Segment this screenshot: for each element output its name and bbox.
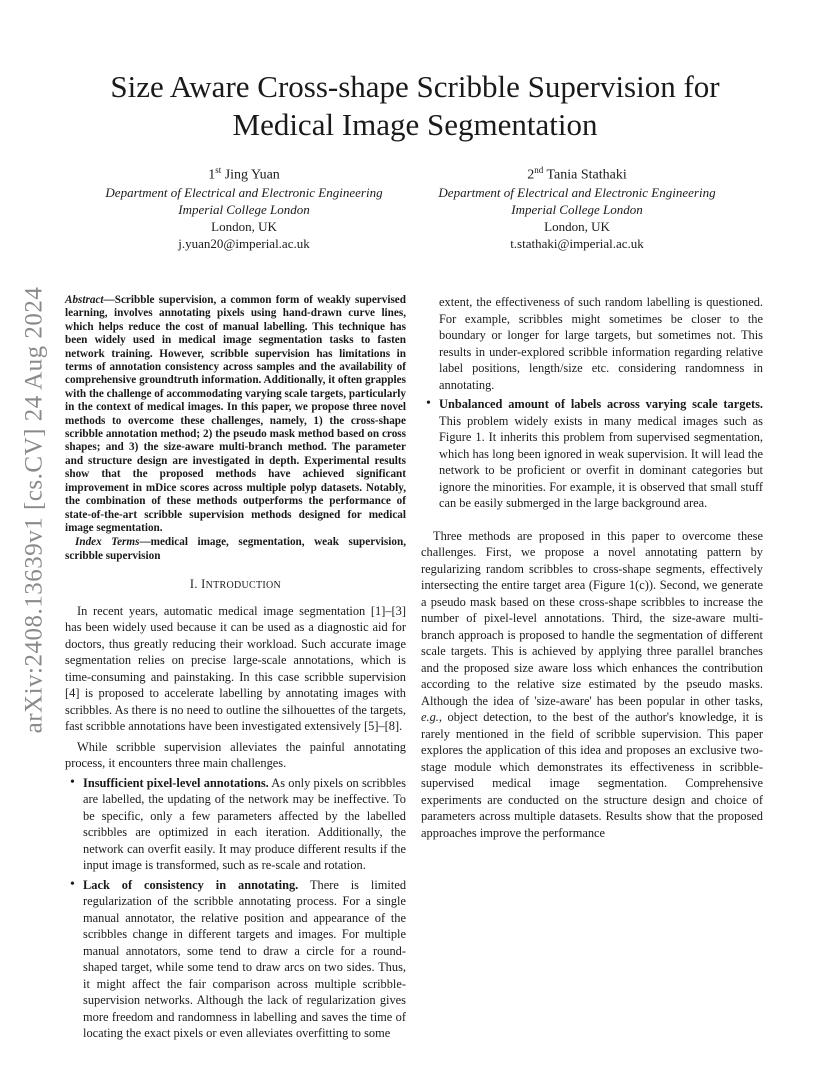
author-1 <box>84 162 404 252</box>
challenge-list-continued <box>421 294 763 512</box>
index-terms: Index Terms—medical image, segmentation, weak supervision, scribble supervision <box>65 536 406 562</box>
list-item: • Unbalanced amount of labels across varying scale targets. This problem widely exists in many medical images such as Figure 1. It inherits this problem from supervised segmentation, which has long been ignored in weak supervision. It will lead the network to be proficient or overfit in dominant categories but ignore the minorities. For example, it is observed that small stuff can be easily submerged in the large background area. <box>439 396 763 512</box>
author-location: London, UK <box>211 218 277 234</box>
abstract: Abstract—Scribble supervision, a common form of weakly supervised learning, involves annotating pixels using hand-drawn curve lines, which helps reduce the cost of manual labelling. This technique has been widely used in medical image segmentation tasks to fasten network training. However, scribble supervision has limitations in terms of annotation consistency across samples and the availability of comprehensive groundtruth information. Additionally, it often grapples with the challenge of accommodating varying scale targets, particularly in the context of medical images. In this paper, we propose three novel methods to overcome these challenges, namely, 1) the cross-shape scribble annotation method; 2) the pseudo mask method based on cross shapes; and 3) the size-aware multi-branch method. The parameter and structure design are investigated in depth. Experimental results show that the proposed methods have achieved significant improvement in mDice scores across multiple polyp datasets. Notably, the combination of these methods outperforms the performance of state-of-the-art scribble supervision methods designed for medical image segmentation. <box>65 294 406 534</box>
left-column <box>65 294 406 1045</box>
author-email: t.stathaki@imperial.ac.uk <box>510 235 644 251</box>
intro-paragraph-1: In recent years, automatic medical image segmentation [1]–[3] has been widely used because it can be used as a diagnostic aid for doctors, thus greatly reducing their workload. Such accurate image segmentation relies on precise large-scale annotations, which is time-consuming and painstaking. In this case scribble supervision [4] is proposed to accelerate labelling by annotating images with scribbles. As there is no need to outline the silhouettes of the targets, fast scribble annotations have been investigated extensively [5]–[8]. <box>65 603 406 734</box>
arxiv-identifier: arXiv:2408.13639v1 [cs.CV] 24 Aug 2024 <box>20 286 47 734</box>
author-institution: Imperial College London <box>511 201 643 217</box>
list-item-continued: extent, the effectiveness of such random labelling is questioned. For example, scribbles might sometimes be closer to the boundary or longer for large targets, but sometimes not. This results in under-explored scribble information regarding relative label positions, length/size etc. considering randomness in annotating. <box>439 295 763 392</box>
intro-paragraph-3: Three methods are proposed in this paper to overcome these challenges. First, we propose a novel annotating pattern by regularizing random scribbles to cross-shape segments, effectively intersecting the entire target area (Figure 1(c)). Second, we generate a pseudo mask based on these cross-shape scribbles to increase the number of pixel-level annotations. Third, the size-aware multi-branch approach is proposed to handle the segmentation of different scale targets. This is achieved by applying three parallel branches and the proposed size aware loss which enhances the contribution according to the relative size estimated by the pseudo masks. Although the idea of 'size-aware' has been popular in other tasks, e.g., object detection, to the best of the author's knowledge, it is rarely mentioned in the field of scribble supervision. This paper explores the application of this idea and proposes an exclusive two-stage module which demonstrates its effectiveness in scribble-supervised medical image segmentation. Comprehensive experiments are conducted on the structure design and choice of parameters across multiple datasets. Results show that the proposed approaches improve the performance <box>421 528 763 840</box>
right-column <box>421 294 763 841</box>
intro-paragraph-2: While scribble supervision alleviates the painful annotating process, it encounters three main challenges. <box>65 739 406 771</box>
author-name: 1st Jing Yuan <box>208 165 280 183</box>
paper-title: Size Aware Cross-shape Scribble Supervision for Medical Image Segmentation <box>110 69 720 142</box>
author-location: London, UK <box>544 218 610 234</box>
author-email: j.yuan20@imperial.ac.uk <box>178 235 310 251</box>
author-department: Department of Electrical and Electronic Engineering <box>105 184 383 200</box>
challenge-list <box>65 775 406 1042</box>
author-name: 2nd Tania Stathaki <box>527 165 627 183</box>
section-heading: I. INTRODUCTION <box>189 577 282 592</box>
author-2 <box>417 162 737 252</box>
author-department: Department of Electrical and Electronic Engineering <box>438 184 716 200</box>
list-item: • Lack of consistency in annotating. There is limited regularization of the scribble annotating process. For a single manual annotator, the relative position and appearance of the scribbles change in different targets and images. For multiple manual annotators, some tend to draw a circle for a round-shaped target, while some tend to draw arcs on two sides. Thus, it might affect the fair comparison across multiple scribble-supervision networks. Although the lack of regularization gives more freedom and randomness in labelling and saves the time of locating the exact pixels or even alleviates overfitting to some <box>83 877 406 1042</box>
list-item: • Insufficient pixel-level annotations. As only pixels on scribbles are labelled, the updating of the network may be ineffective. To be specific, only a few parameters affected by the labelled scribbles are optimized in each iteration. Additionally, the network can overfit easily. It may produce different results if the input image is transformed, such as re-scale and rotation. <box>83 775 406 874</box>
author-institution: Imperial College London <box>178 201 310 217</box>
